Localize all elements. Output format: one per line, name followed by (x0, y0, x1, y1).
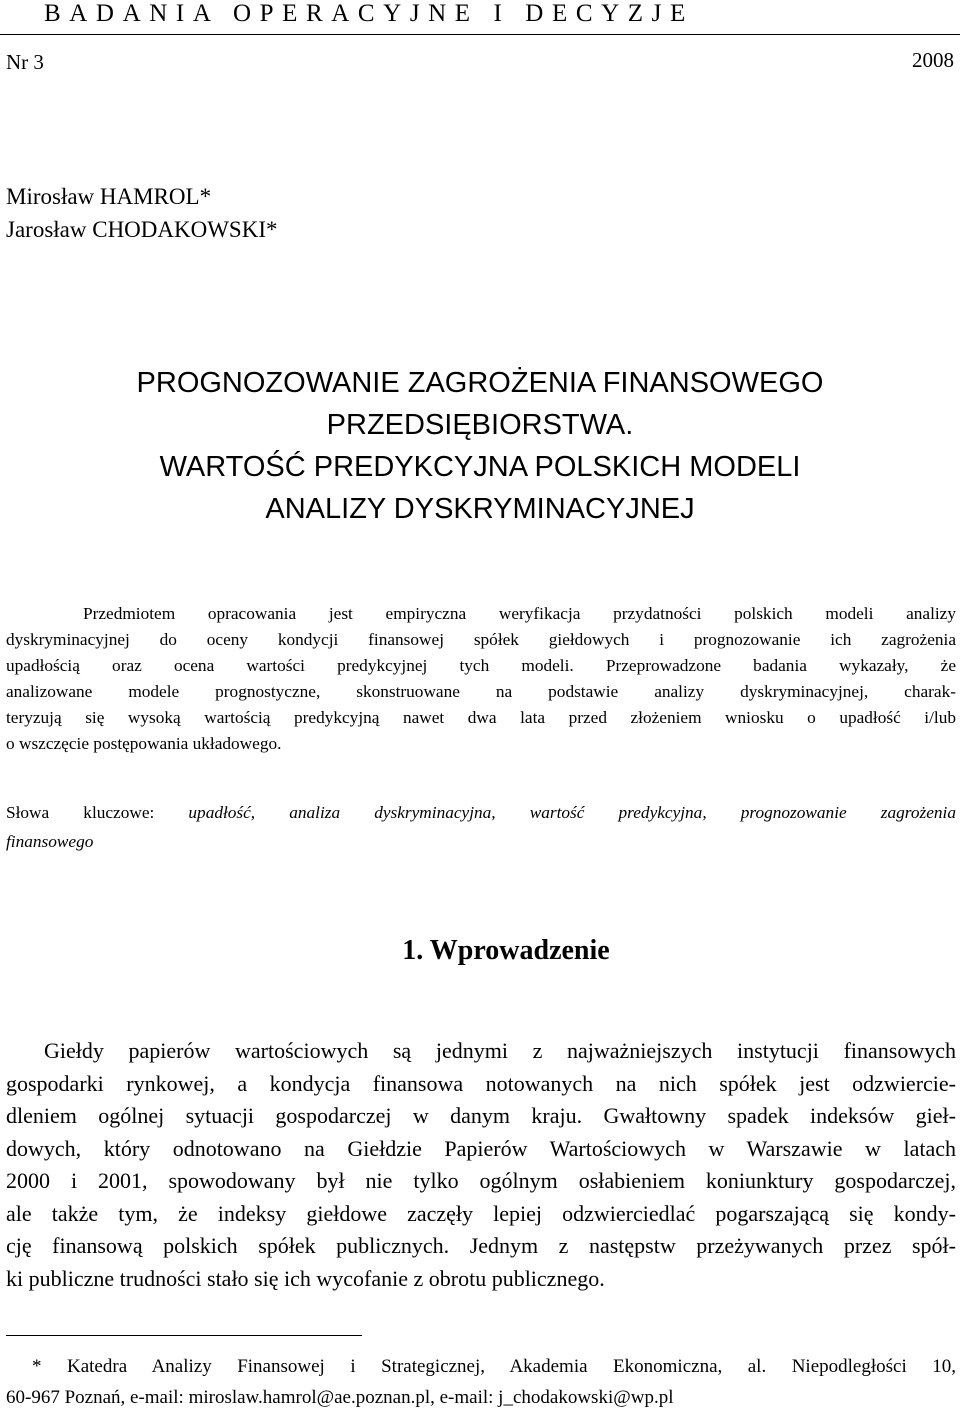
author-name: Jarosław CHODAKOWSKI* (6, 217, 278, 242)
author-name: Mirosław HAMROL* (6, 184, 212, 209)
body-line: ki publiczne trudności stało się ich wycofanie z obrotu publicznego. (6, 1265, 605, 1291)
title-line: WARTOŚĆ PREDYKCYJNA POLSKICH MODELI (159, 451, 801, 483)
section-heading: 1. Wprowadzenie (402, 935, 610, 966)
body-line: dleniem ogólnej sytuacji gospodarczej w danym kraju. Gwałtowny spadek indeksów gieł- (6, 1103, 956, 1128)
body-line: gospodarki rynkowej, a kondycja finansowa notowanych na nich spółek jest odzwiercie- (6, 1070, 956, 1096)
abstract-line: dyskryminacyjnej do oceny kondycji finansowej spółek giełdowych i prognozowanie ich zagrożenia (6, 630, 956, 649)
keywords-line (6, 798, 956, 827)
body-line: ale także tym, że indeksy giełdowe zaczęły lepiej odzwierciedlać pogarszającą się kondy- (6, 1200, 956, 1226)
abstract-line: upadłością oraz ocena wartości predykcyjnej tych modeli. Przeprowadzone badania wykazały, że (6, 656, 956, 675)
body-line: cję finansową polskich spółek publicznych. Jednym z następstw przeżywanych przez spół- (6, 1233, 956, 1258)
header-rule (0, 34, 960, 35)
paper-title (0, 362, 960, 530)
footnote-rule (6, 1335, 362, 1336)
keywords-label: Słowa kluczowe: (6, 803, 155, 822)
abstract (6, 601, 956, 757)
keywords-list-continued: finansowego (6, 832, 94, 851)
body-paragraph (6, 1035, 956, 1295)
body-line: dowych, który odnotowano na Giełdzie Papierów Wartościowych w Warszawie w latach (6, 1135, 956, 1161)
issue-number: Nr 3 (6, 50, 44, 74)
body-line: Giełdy papierów wartościowych są jednymi z najważniejszych instytucji finansowych (44, 1038, 956, 1063)
abstract-line: o wszczęcie postępowania układowego. (6, 734, 282, 753)
authors (6, 180, 278, 246)
title-line: ANALIZY DYSKRYMINACYJNEJ (265, 493, 695, 525)
title-line: PROGNOZOWANIE ZAGROŻENIA FINANSOWEGO (136, 367, 824, 399)
abstract-line: Przedmiotem opracowania jest empiryczna weryfikacja przydatności polskich modeli analizy (83, 604, 956, 623)
footnote-line: * Katedra Analizy Finansowej i Strategicznej, Akademia Ekonomiczna, al. Niepodległości 10, (32, 1356, 956, 1377)
footnote (6, 1351, 956, 1413)
issue-year: 2008 (912, 48, 954, 72)
footnote-line: 60-967 Poznań, e-mail: miroslaw.hamrol@ae.poznan.pl, e-mail: j_chodakowski@wp.pl (6, 1387, 674, 1408)
keywords-list: upadłość, analiza dyskryminacyjna, wartość predykcyjna, prognozowanie zagrożenia (188, 803, 956, 822)
abstract-line: analizowane modele prognostyczne, skonstruowane na podstawie analizy dyskryminacyjnej, charak- (6, 682, 956, 701)
title-line: PRZEDSIĘBIORSTWA. (326, 409, 634, 441)
journal-title: BADANIA OPERACYJNE I DECYZJE (44, 0, 694, 27)
body-line: 2000 i 2001, spowodowany był nie tylko ogólnym osłabieniem koniunktury gospodarczej, (6, 1168, 956, 1193)
abstract-line: teryzują się wysoką wartością predykcyjną nawet dwa lata przed złożeniem wniosku o upadłość i/lub (6, 708, 956, 727)
keywords (6, 798, 956, 856)
